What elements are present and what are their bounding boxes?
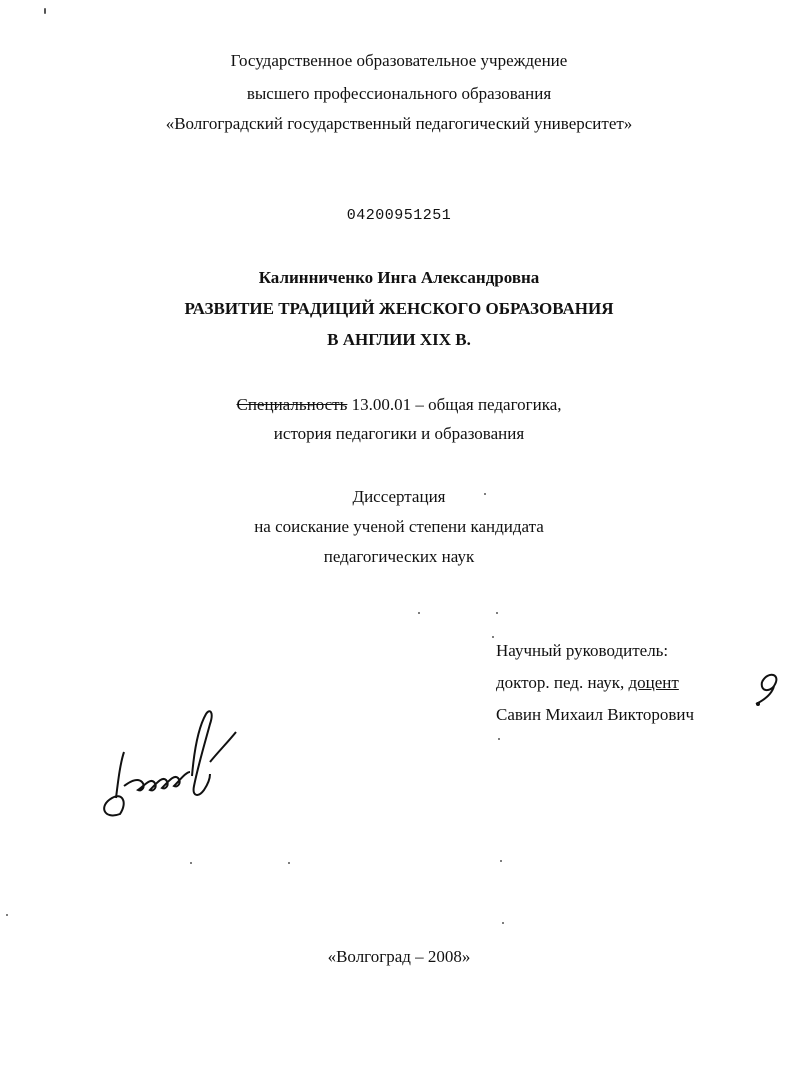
- handwritten-mark-icon: [748, 664, 788, 714]
- supervisor-rank: доцент: [628, 673, 679, 692]
- scan-speck: [492, 636, 494, 638]
- specialty-code: 13.00.01 – общая педагогика,: [347, 395, 562, 414]
- specialty-line-2: история педагогики и образования: [273, 424, 525, 443]
- scan-speck: [484, 493, 486, 495]
- specialty-label: Специальность: [236, 395, 348, 414]
- supervisor-degree: [496, 673, 679, 693]
- scan-speck: [498, 738, 500, 740]
- dissertation-title-line-1: РАЗВИТИЕ ТРАДИЦИЙ ЖЕНСКОГО ОБРАЗОВАНИЯ: [184, 299, 614, 318]
- institution-line-2: высшего профессионального образования: [246, 84, 552, 103]
- scan-speck: [418, 612, 420, 614]
- author-signature-icon: [98, 702, 248, 832]
- scan-speck: [6, 914, 8, 916]
- scan-speck: [496, 612, 498, 614]
- specialty-line-1: [0, 395, 798, 415]
- scan-speck: [500, 860, 502, 862]
- supervisor-heading: Научный руководитель:: [496, 641, 669, 660]
- dissertation-line-2: на соискание ученой степени кандидата: [254, 517, 544, 536]
- scan-speck: [190, 862, 192, 864]
- institution-line-1: Государственное образовательное учреждение: [230, 51, 568, 70]
- registration-number: 04200951251: [346, 207, 452, 224]
- institution-line-3: «Волгоградский государственный педагогический университет»: [165, 114, 633, 133]
- city-year: «Волгоград – 2008»: [327, 947, 471, 966]
- supervisor-name: Савин Михаил Викторович: [496, 705, 695, 724]
- dissertation-line-1: Диссертация: [352, 487, 446, 506]
- supervisor-degree-prefix: доктор. пед. наук,: [496, 673, 629, 692]
- author-name: Калинниченко Инга Александровна: [258, 268, 540, 287]
- dissertation-title-line-2: В АНГЛИИ XIX В.: [327, 330, 471, 349]
- dissertation-line-3: педагогических наук: [323, 547, 475, 566]
- scan-speck: [502, 922, 504, 924]
- scan-speck: [288, 862, 290, 864]
- scan-speck: [44, 8, 46, 14]
